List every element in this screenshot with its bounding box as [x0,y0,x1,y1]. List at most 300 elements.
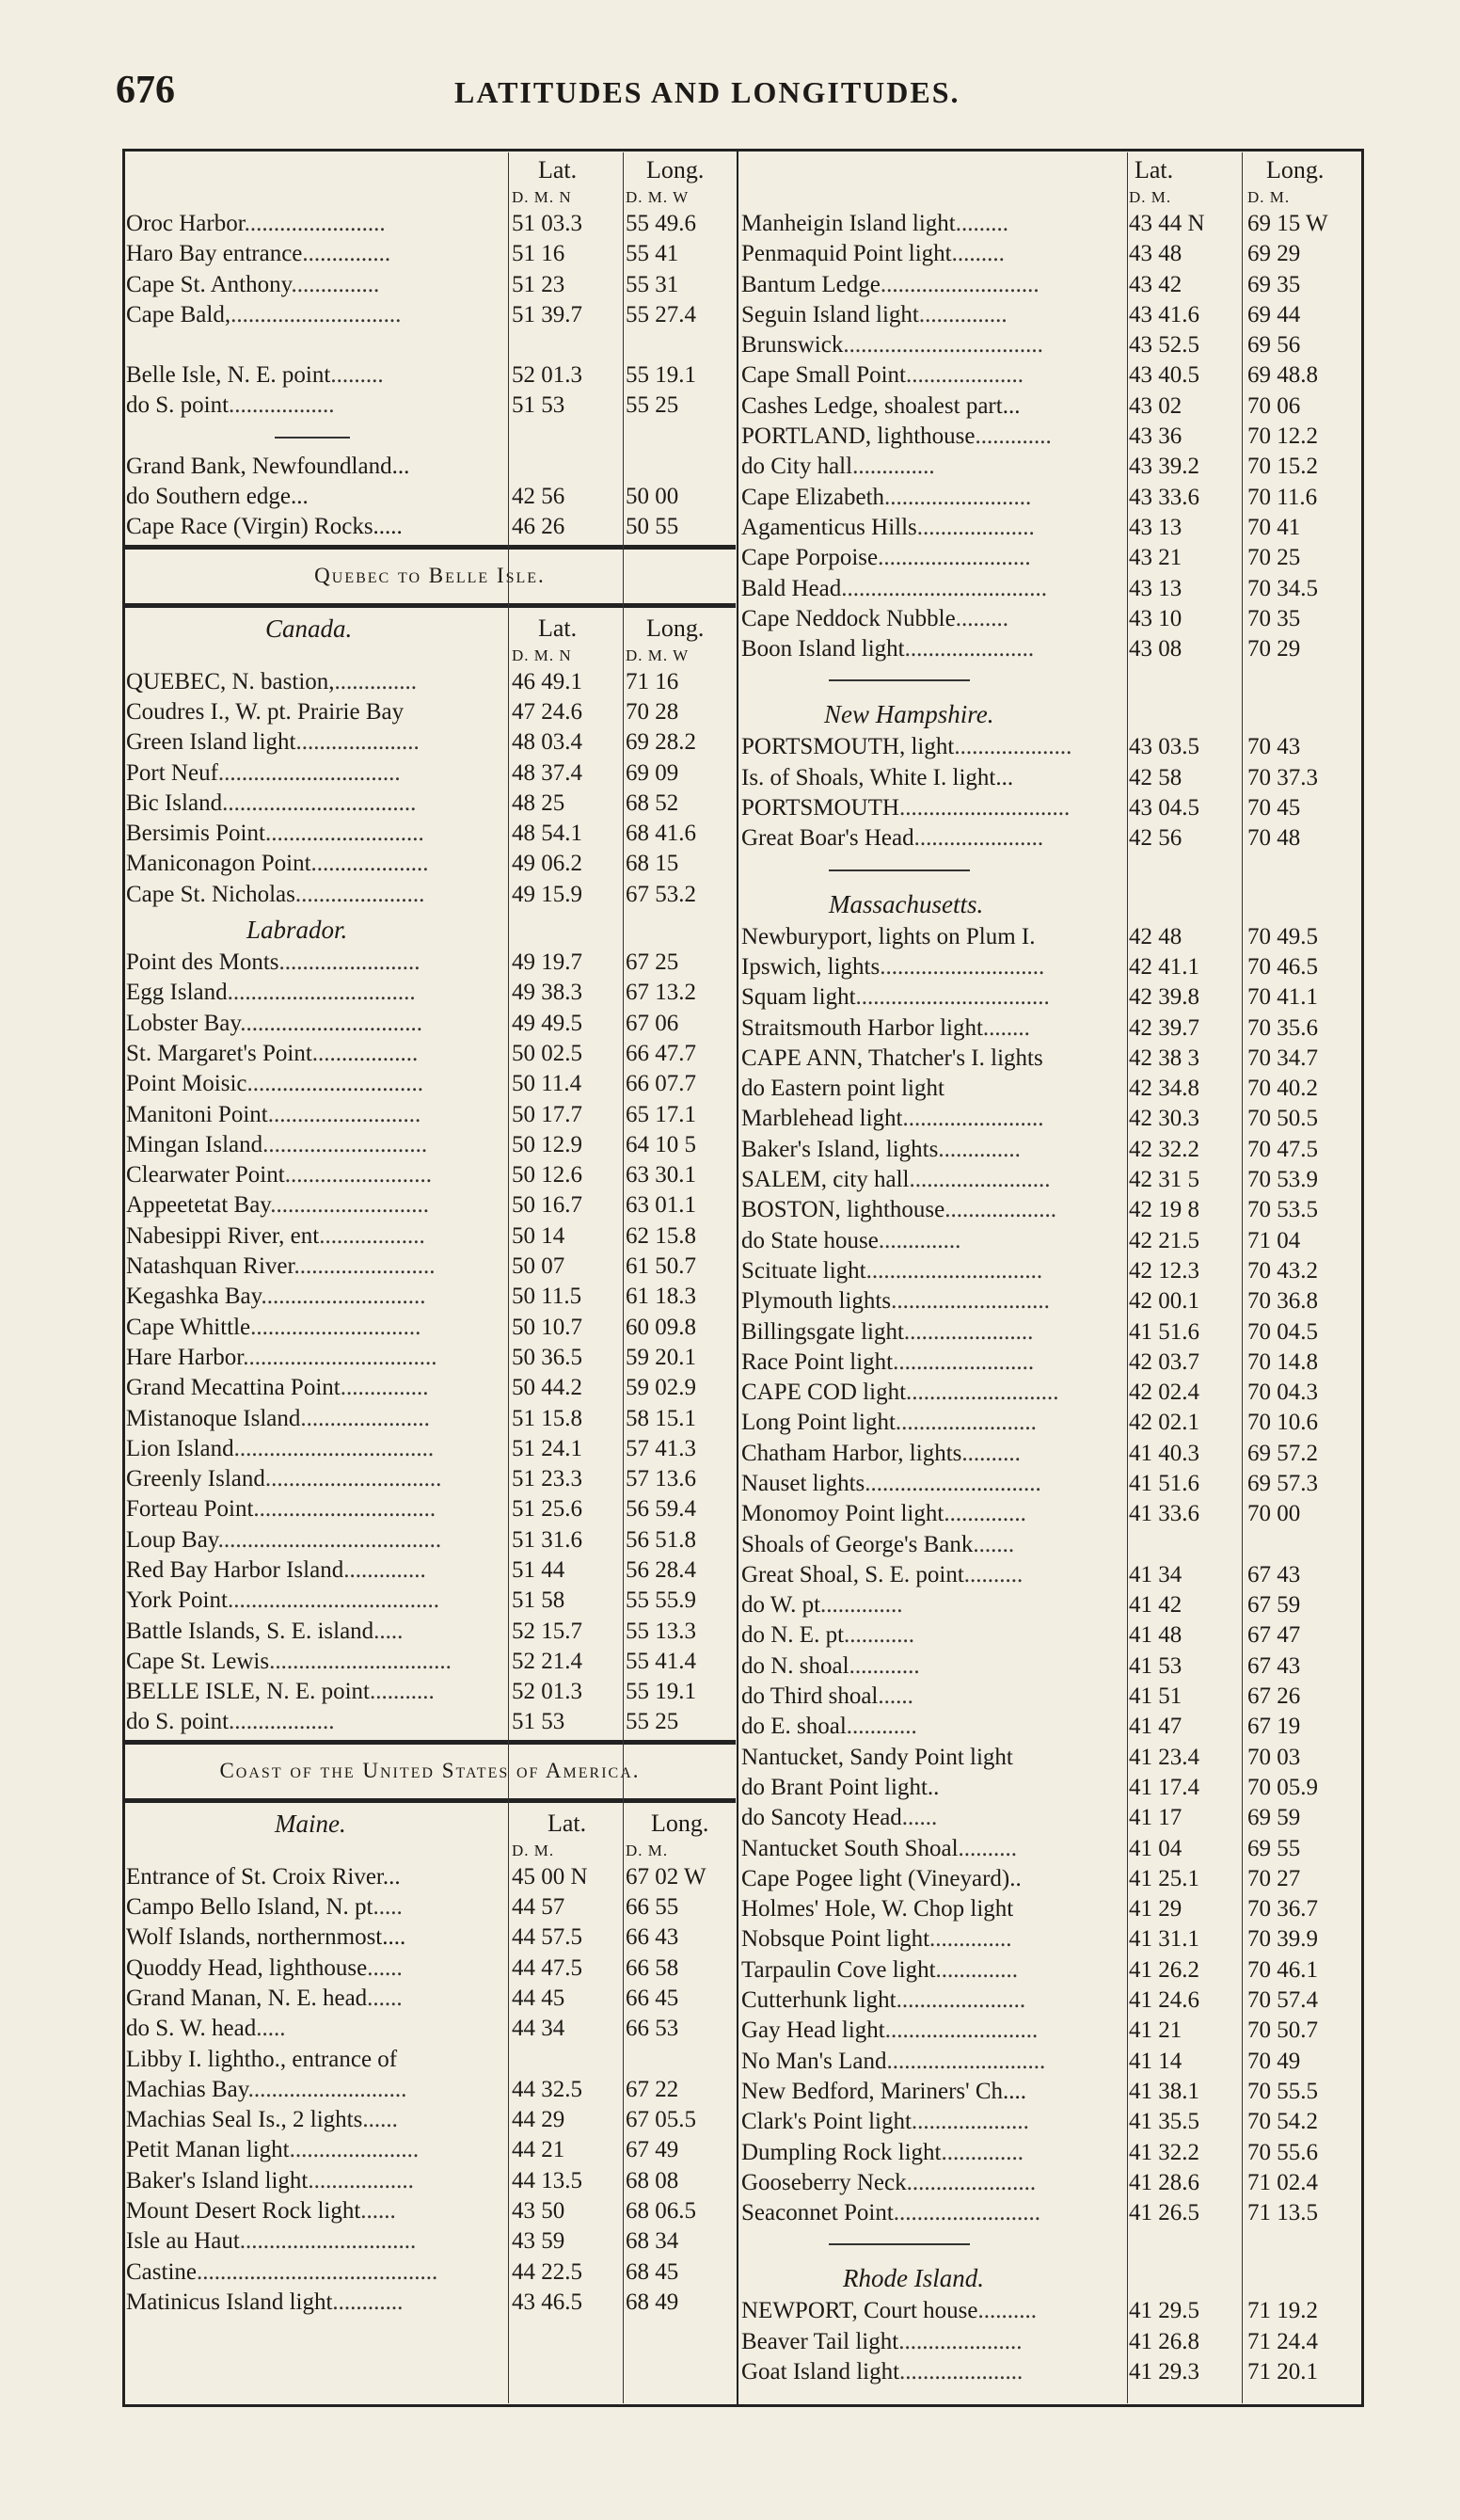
leader-dots: ............. [975,423,1052,450]
longitude-value: 70 45 [1247,795,1301,821]
place-name: Great Boar's Head...................... [741,825,1044,852]
latitude-value: 42 21.5 [1129,1227,1199,1253]
latitude-value: 41 40.3 [1129,1440,1199,1466]
longitude-value: 69 44 [1247,301,1301,327]
thick-rule [124,1796,736,1804]
table-row [739,1986,1360,2016]
latitude-value: 43 46.5 [512,2289,582,2315]
leader-dots: .......................... [267,1101,421,1127]
leader-dots: .............................. [239,2228,417,2255]
table-row [739,793,1360,823]
table-row [739,1226,1360,1256]
latitude-value: 43 04.5 [1129,795,1199,821]
latitude-value: 42 48 [1129,923,1182,949]
longitude-value: 70 55.6 [1247,2139,1318,2165]
long-units: D. M. [626,1841,669,1859]
place-name: Clark's Point light.................... [741,2109,1029,2135]
table-row [739,634,1360,664]
latitude-value: 41 23.4 [1129,1744,1199,1770]
table-row [739,1560,1360,1590]
latitude-value: 50 11.4 [512,1071,582,1097]
table-row [124,2045,736,2075]
place-name: Libby I. lightho., entrance of [126,2046,398,2072]
place-name: Nantucket South Shoal.......... [741,1835,1018,1861]
place-name: Grand Manan, N. E. head...... [126,1985,403,2011]
longitude-value: 66 47.7 [626,1040,696,1066]
table-row [124,1892,736,1922]
longitude-value: 70 05.9 [1247,1774,1318,1800]
leader-dots: .............................. [246,1071,423,1097]
latitude-value: 42 31 5 [1129,1167,1199,1193]
latitude-value: 41 38.1 [1129,2078,1199,2104]
longitude-value: 70 28 [626,698,679,725]
latitude-value: 50 17.7 [512,1101,582,1127]
longitude-value: 66 07.7 [626,1071,696,1097]
latitude-value: 44 57.5 [512,1924,582,1951]
place-name: Ipswich, lights............................ [741,953,1045,980]
table-row [124,2257,736,2288]
table-row [739,1439,1360,1469]
latitude-value: 50 14 [512,1222,565,1249]
longitude-value: 70 49 [1247,2048,1301,2074]
latitude-value: 41 14 [1129,2048,1182,2074]
unit-row [739,188,1360,209]
latitude-value: 41 48 [1129,1622,1182,1649]
latitude-value: 50 07 [512,1253,565,1280]
longitude-value: 67 53.2 [626,881,696,907]
latitude-value: 44 47.5 [512,1954,582,1981]
place-name: Machias Bay........................... [126,2076,407,2102]
table-row [124,880,736,910]
longitude-value: 68 06.5 [626,2198,696,2225]
latitude-value: 43 21 [1129,545,1182,571]
place-name: Manitoni Point.......................... [126,1101,421,1127]
leader-dots: ............................ [262,1131,428,1157]
place-name: Grand Mecattina Point............... [126,1375,429,1401]
latitude-value: 42 34.8 [1129,1076,1199,1102]
latitude-value: 43 10 [1129,605,1182,631]
longitude-value: 70 43 [1247,734,1301,760]
latitude-value: 41 34 [1129,1561,1182,1587]
latitude-value: 52 01.3 [512,1679,582,1705]
place-name: Isle au Haut.............................. [126,2228,417,2255]
leader-dots: .......................... [884,2018,1039,2044]
short-rule [739,854,1360,885]
table-row [739,1165,1360,1195]
table-row [739,360,1360,391]
table-row [739,1682,1360,1712]
longitude-value: 69 57.3 [1247,1470,1318,1496]
table-row [739,483,1360,513]
longitude-value: 70 04.5 [1247,1318,1318,1345]
longitude-value: 56 59.4 [626,1496,696,1523]
table-row [739,922,1360,952]
place-name: QUEBEC, N. bastion,.............. [126,668,418,694]
longitude-value: 71 20.1 [1247,2359,1318,2384]
table-row [739,1530,1360,1560]
region-rhode-island [739,2258,1360,2296]
latitude-value: 43 52.5 [1129,332,1199,359]
longitude-value: 67 43 [1247,1561,1301,1587]
place-name: Nobsque Point light.............. [741,1926,1012,1953]
table-row [739,1620,1360,1651]
leader-dots: .......... [961,1440,1021,1466]
longitude-value: 66 58 [626,1954,679,1981]
latitude-value: 43 13 [1129,575,1182,601]
place-name: Mingan Island............................ [126,1131,428,1157]
latitude-value: 42 56 [1129,825,1182,852]
leader-dots: ............ [844,1622,915,1649]
table-row [739,2198,1360,2228]
leader-dots: ............................. [898,795,1071,821]
leader-dots: ...................... [294,881,425,907]
place-name: Cutterhunk light...................... [741,1987,1026,2014]
place-name: Haro Bay entrance............... [126,241,391,267]
leader-dots: ......... [951,241,1005,267]
latitude-value: 43 13 [1129,514,1182,540]
longitude-value: 70 36.7 [1247,1896,1318,1922]
vertical-rule [623,152,624,2403]
leader-dots: ................................. [855,984,1050,1011]
latitude-value: 51 15.8 [512,1405,582,1431]
place-name: Lobster Bay............................... [126,1010,423,1036]
leader-dots: ......................... [884,484,1032,510]
latitude-value: 42 19 8 [1129,1197,1199,1223]
leader-dots: ............ [849,1652,920,1679]
leader-dots: .................. [229,392,335,419]
latitude-value: 51 58 [512,1587,565,1614]
place-name: Squam light................................. [741,984,1050,1011]
table-row [739,823,1360,853]
table-row [739,1469,1360,1499]
leader-dots: .................................... [227,1587,439,1614]
latitude-value: 41 32.2 [1129,2139,1199,2165]
table-row [739,239,1360,269]
place-name: Holmes' Hole, W. Chop light [741,1896,1014,1922]
place-name: Mount Desert Rock light...... [126,2198,396,2225]
column-heads [124,151,736,188]
leader-dots: .............. [852,454,935,480]
leader-dots: ........................... [247,2076,407,2102]
leader-dots: ........................... [891,1288,1050,1315]
longitude-value: 66 55 [626,1894,679,1921]
latitude-value: 51 03.3 [512,211,582,236]
leader-dots: .................... [906,362,1024,389]
longitude-value: 62 15.8 [626,1222,696,1249]
leader-dots: ...... [901,1805,938,1831]
longitude-value: 66 45 [626,1985,679,2011]
leader-dots: ............................ [880,953,1045,980]
place-name: Point des Monts........................ [126,949,421,976]
leader-dots: ................................. [222,789,417,816]
column-heads [739,151,1360,188]
table-row [739,574,1360,604]
place-name: do Brant Point light.. [741,1774,940,1800]
table-row [739,952,1360,982]
table-row [124,1494,736,1524]
table-row [739,513,1360,543]
latitude-value: 44 29 [512,2107,565,2133]
latitude-value: 41 42 [1129,1592,1182,1619]
place-name: NEWPORT, Court house.......... [741,2298,1037,2324]
table-row [124,482,736,512]
place-name: Entrance of St. Croix River... [126,1863,401,1890]
leader-dots: ......................................... [197,2258,438,2285]
table-row [739,452,1360,482]
table-row [739,2357,1360,2387]
table-row [124,727,736,758]
latitude-value: 41 04 [1129,1835,1182,1861]
place-name: Gooseberry Neck...................... [741,2169,1037,2195]
longitude-value: 70 40.2 [1247,1076,1318,1102]
latitude-value: 41 17 [1129,1805,1182,1831]
latitude-value: 41 26.2 [1129,1956,1199,1983]
place-name: Goat Island light..................... [741,2359,1024,2384]
table-row [124,452,736,482]
place-name: Cape Whittle............................. [126,1314,421,1340]
leader-dots: .............. [944,1501,1026,1527]
table-row [124,209,736,239]
table-row [739,763,1360,793]
leader-dots: .............. [938,1136,1021,1162]
leader-dots: ...................... [896,1987,1026,2014]
longitude-value: 69 29 [1247,241,1301,267]
leader-dots: .............. [820,1592,903,1619]
table-row [124,270,736,300]
table-row [739,1834,1360,1864]
leader-dots: .......... [963,1561,1024,1587]
longitude-value: 70 34.7 [1247,1045,1318,1071]
table-row [124,2105,736,2135]
longitude-value: 67 13.2 [626,980,696,1006]
leader-dots: ............................... [240,1010,423,1036]
vertical-rule [1242,152,1243,2403]
latitude-value: 51 24.1 [512,1435,582,1461]
place-name: Scituate light.............................. [741,1257,1043,1284]
leader-dots: ......................... [284,1162,432,1188]
region-label: New Hampshire. [824,700,994,729]
place-name: Natashquan River........................ [126,1253,436,1280]
latitude-value: 42 56 [512,484,565,510]
leader-dots: .................... [954,734,1072,760]
table-row [739,391,1360,422]
table-row [124,1160,736,1190]
leader-dots: ............... [340,1375,429,1401]
leader-dots: ............... [918,301,1008,327]
longitude-value: 67 25 [626,949,679,976]
place-name: Dumpling Rock light.............. [741,2139,1024,2165]
place-name: Coudres I., W. pt. Prairie Bay [126,698,405,725]
longitude-value: 55 41 [626,241,679,267]
short-rule [739,664,1360,694]
table-row [739,2327,1360,2357]
latitude-value: 49 38.3 [512,980,582,1006]
table-row [739,982,1360,1013]
leader-dots: ............................. [230,301,402,327]
latitude-value: 43 42 [1129,271,1182,297]
table-row [124,819,736,849]
table-row [739,270,1360,300]
table-row [124,1707,736,1737]
rule-line [124,603,736,608]
longitude-value: 55 19.1 [626,362,696,389]
leader-dots: ........... [370,1679,435,1705]
right-column [739,151,1360,2387]
longitude-value: 67 05.5 [626,2107,696,2133]
place-name: Campo Bello Island, N. pt..... [126,1894,403,1921]
table-row [124,360,736,391]
place-name: Cape Porpoise.......................... [741,545,1031,571]
table-row [739,422,1360,452]
leader-dots: ........................... [270,1192,429,1219]
longitude-value: 70 12.2 [1247,423,1318,450]
leader-dots: ...................... [903,1318,1034,1345]
place-name: Boon Island light...................... [741,636,1035,662]
latitude-value: 45 00 N [512,1863,588,1890]
leader-dots: .............. [334,668,418,694]
leader-dots: ........................ [893,1348,1035,1375]
place-name: Cape Race (Virgin) Rocks..... [126,514,403,540]
place-name: do N. shoal............ [741,1652,920,1679]
lat-heading: Lat. [538,614,578,642]
leader-dots: ....... [973,1531,1015,1557]
place-name: Loup Bay...................................... [126,1526,442,1553]
longitude-value: 63 01.1 [626,1192,696,1219]
table-row [739,1135,1360,1165]
longitude-value: 70 41.1 [1247,984,1318,1011]
region-massachusetts [739,885,1360,922]
region-canada [124,609,736,646]
latitude-value: 44 22.5 [512,2258,582,2285]
longitude-value: 60 09.8 [626,1314,696,1340]
latitude-value: 50 02.5 [512,1040,582,1066]
leader-dots: ................................... [841,575,1047,601]
latitude-value: 50 12.6 [512,1162,582,1188]
latitude-value: 51 31.6 [512,1526,582,1553]
longitude-value: 70 10.6 [1247,1410,1318,1436]
place-name: Tarpaulin Cove light.............. [741,1956,1019,1983]
table-row [124,1039,736,1069]
long-heading: Long. [646,156,705,183]
place-name: Is. of Shoals, White I. light... [741,764,1014,790]
longitude-value: 50 00 [626,484,679,510]
rule-line [275,437,350,439]
latitude-value: 49 15.9 [512,881,582,907]
longitude-value: 67 02 W [626,1863,706,1890]
table-row [124,2135,736,2165]
latitude-value: 43 39.2 [1129,454,1199,480]
place-name: Cape St. Anthony............... [126,271,380,297]
table-row [739,1894,1360,1924]
leader-dots: ............ [332,2289,404,2315]
table-row [124,1313,736,1343]
place-name: Cape Elizabeth......................... [741,484,1032,510]
table-row [124,1009,736,1039]
latitude-value: 41 51 [1129,1683,1182,1710]
place-name: Bald Head................................... [741,575,1047,601]
longitude-value: 55 41.4 [626,1648,696,1674]
table-row [739,604,1360,634]
table-row [739,1286,1360,1316]
place-name: Bantum Ledge........................... [741,271,1039,297]
leader-dots: .......................... [878,545,1031,571]
longitude-value: 70 06 [1247,392,1301,419]
longitude-value: 56 51.8 [626,1526,696,1553]
leader-dots: .......................... [906,1380,1059,1406]
leader-dots: ........................ [278,949,421,976]
table-row [124,1069,736,1099]
table-row [739,1378,1360,1408]
latitude-value: 41 29.5 [1129,2298,1199,2324]
leader-dots: ........................ [294,1253,436,1280]
leader-dots: ..... [256,2016,286,2042]
longitude-value: 69 28.2 [626,729,696,756]
table-row [739,1924,1360,1954]
table-row [739,2047,1360,2077]
place-name: Billingsgate light...................... [741,1318,1034,1345]
leader-dots: ........................ [902,1106,1044,1132]
place-name: Maniconagon Point.................... [126,851,429,877]
table-row [124,512,736,542]
rule-line [124,1798,736,1803]
longitude-value: 68 15 [626,851,679,877]
longitude-value: 67 19 [1247,1714,1301,1740]
page-number: 676 [116,69,175,112]
unit-row [124,1842,736,1862]
vertical-rule [508,152,509,2403]
place-name: do S. point.................. [126,392,335,419]
short-rule [739,2228,1360,2258]
place-name: SALEM, city hall........................ [741,1167,1051,1193]
longitude-value: 70 35 [1247,605,1301,631]
place-name: do W. pt.............. [741,1592,903,1619]
longitude-value: 67 26 [1247,1683,1301,1710]
latitude-value: 49 06.2 [512,851,582,877]
place-name: Bersimis Point........................... [126,821,424,847]
latitude-value: 51 44 [512,1556,565,1583]
table-row [739,300,1360,330]
leader-dots: ..... [373,1618,404,1644]
place-name: Nantucket, Sandy Point light [741,1744,1013,1770]
leader-dots: ........................ [895,1410,1037,1436]
place-name: Red Bay Harbor Island.............. [126,1556,426,1583]
longitude-value: 70 55.5 [1247,2078,1318,2104]
region-label: Maine. [275,1809,346,1838]
leader-dots: .......... [977,2298,1037,2324]
rule-line [124,1740,736,1745]
longitude-value: 67 43 [1247,1652,1301,1679]
place-name: Plymouth lights........................... [741,1288,1050,1315]
table-row [739,1348,1360,1378]
latitude-value: 42 39.7 [1129,1014,1199,1041]
latitude-value: 51 39.7 [512,301,582,327]
longitude-value: 69 59 [1247,1805,1301,1831]
longitude-value: 68 52 [626,789,679,816]
latitude-value: 42 00.1 [1129,1288,1199,1315]
place-name: Hare Harbor................................. [126,1344,437,1370]
leader-dots: ...................... [289,2137,420,2163]
place-name: Cape Bald,............................. [126,301,402,327]
longitude-value: 55 25 [626,392,679,419]
latitude-value: 43 33.6 [1129,484,1199,510]
place-name: Nauset lights.............................. [741,1470,1041,1496]
leader-dots: ................... [944,1197,1056,1223]
place-name: Appeetetat Bay........................... [126,1192,429,1219]
table-row [124,300,736,330]
place-name: Baker's Island, lights.............. [741,1136,1021,1162]
table-row [124,1221,736,1252]
latitude-value: 52 21.4 [512,1648,582,1674]
